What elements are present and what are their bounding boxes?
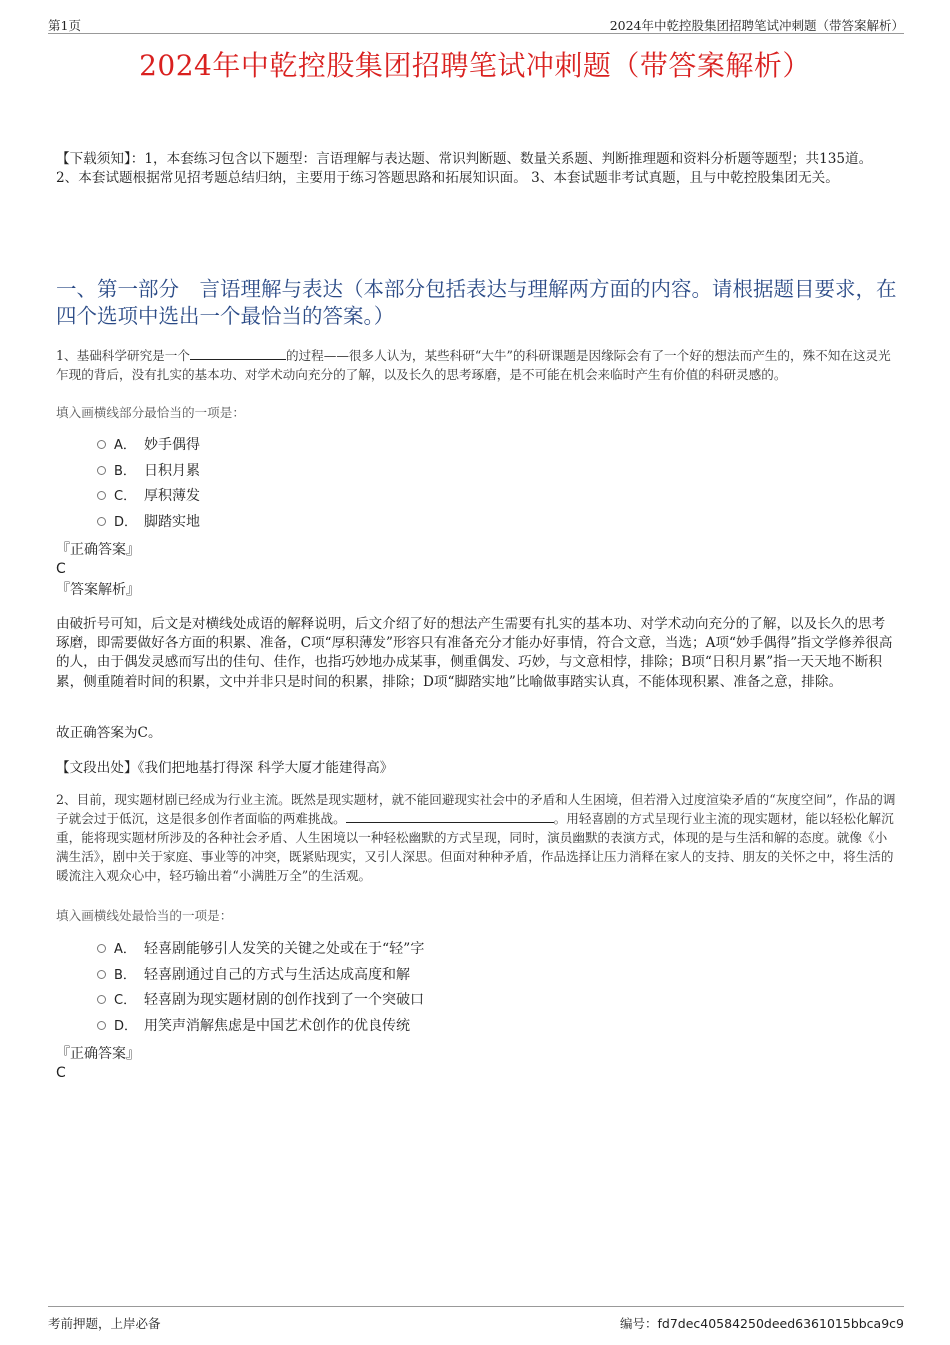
question-1-stem [56, 346, 898, 384]
question-1-analysis-label: 『答案解析』 [56, 582, 140, 598]
question-1-stem-after: 的过程——很多人认为，某些科研“大牛”的科研课题是因缘际会有了一个好的想法而产生的，殊不知在这灵光乍现的背后，没有扎实的基本功、对学术动向充分的了解，以及长久的思考琢磨，是不可能在机会来临时产生有价值的科研灵感的。 [56, 348, 891, 382]
option-text: 轻喜剧通过自己的方式与生活达成高度和解 [144, 966, 410, 983]
question-2-prompt: 填入画横线处最恰当的一项是： [56, 908, 233, 923]
section-heading: 一、第一部分 言语理解与表达（本部分包括表达与理解两方面的内容。请根据题目要求，在四个选项中选出一个最恰当的答案。） [56, 277, 897, 328]
option-letter: C． [114, 993, 137, 1008]
option-letter: A． [114, 438, 136, 453]
radio-icon[interactable] [97, 995, 106, 1004]
option-letter: A． [114, 942, 136, 957]
option-text: 用笑声消解焦虑是中国艺术创作的优良传统 [144, 1017, 410, 1034]
question-1-answer: C [56, 561, 66, 577]
page-header [48, 14, 904, 34]
page-footer [48, 1306, 904, 1331]
question-1-option-c[interactable] [56, 485, 898, 511]
question-1-option-d[interactable] [56, 511, 898, 537]
option-letter: B． [114, 967, 136, 983]
question-1-answer-label: 『正确答案』 [56, 542, 140, 558]
question-2-option-b[interactable] [56, 964, 898, 990]
question-2-answer: C [56, 1065, 66, 1081]
option-letter: B． [114, 463, 136, 479]
question-2-answer-label: 『正确答案』 [56, 1046, 140, 1062]
page-number: 第1页 [48, 18, 81, 33]
radio-icon[interactable] [97, 970, 106, 979]
radio-icon[interactable] [97, 1021, 106, 1030]
footer-code-label: 编号： [619, 1316, 658, 1331]
question-1-blank [190, 347, 286, 360]
option-letter: C． [114, 489, 137, 504]
download-notice: 【下载须知】：1，本套练习包含以下题型：言语理解与表达题、常识判断题、数量关系题、判断推理题和资料分析题等题型；共135道。 2、本套试题根据常见招考题总结归纳，主要用于练习答题思路和拓展知识面。 3、本套试题非考试真题，且与中乾控股集团无关。 [56, 151, 873, 186]
footer-code [620, 1314, 904, 1332]
question-2-stem-after: 。用轻喜剧的方式呈现行业主流的现实题材，能以轻松化解沉重，能将现实题材所涉及的各种社会矛盾、人生困境以一种轻松幽默的方式呈现，同时，演员幽默的表演方式，体现的是与生活和解的态度。就像《小满生活》，剧中关于家庭、事业等的冲突，既紧贴现实，又引人深思。但面对种种矛盾，作品选择让压力消释在家人的支持、朋友的关怀之中，将生活的暖流注入观众心中，轻巧输出着“小满胜万全”的生活观。 [56, 811, 894, 883]
question-2-option-a[interactable] [56, 938, 898, 964]
question-1-conclusion: 故正确答案为C。 [56, 725, 162, 741]
option-text: 日积月累 [144, 462, 200, 479]
option-text: 轻喜剧为现实题材剧的创作找到了一个突破口 [144, 992, 424, 1008]
radio-icon[interactable] [97, 466, 106, 475]
question-1-analysis: 由破折号可知，后文是对横线处成语的解释说明，后文介绍了好的想法产生需要有扎实的基本功、对学术动向充分的了解，以及长久的思考琢磨，即需要做好各方面的积累、准备，C项“厚积薄发”形容只有准备充分才能办好事情，符合文意，当选；A项“妙手偶得”指文学修养很高的人，由于偶发灵感而写出的佳句、佳作，也指巧妙地办成某事，侧重偶发、巧妙，与文意相悖，排除；B项“日积月累”指一天天地不断积累，侧重随着时间的积累，文中并非只是时间的积累，排除；D项“脚踏实地”比喻做事踏实认真，不能体现积累、准备之意，排除。 [56, 616, 893, 690]
option-text: 妙手偶得 [144, 437, 200, 453]
question-1-options [56, 434, 898, 536]
question-1-stem-before: 1、基础科学研究是一个 [56, 348, 190, 363]
question-1-option-a[interactable] [56, 434, 898, 460]
document-title: 2024年中乾控股集团招聘笔试冲刺题（带答案解析） [139, 49, 811, 82]
question-1-option-b[interactable] [56, 460, 898, 486]
question-2-blank [346, 810, 554, 823]
radio-icon[interactable] [97, 517, 106, 526]
option-letter: D． [114, 514, 138, 530]
option-text: 轻喜剧能够引人发笑的关键之处或在于“轻”字 [144, 941, 425, 957]
footer-code-value: fd7dec40584250deed6361015bbca9c9 [657, 1316, 904, 1331]
question-1-source: 【文段出处】《我们把地基打得深 科学大厦才能建得高》 [56, 760, 394, 776]
radio-icon[interactable] [97, 944, 106, 953]
radio-icon[interactable] [97, 440, 106, 449]
question-2-option-d[interactable] [56, 1015, 898, 1041]
option-letter: D． [114, 1018, 138, 1034]
question-2-stem [56, 790, 898, 885]
radio-icon[interactable] [97, 491, 106, 500]
option-text: 脚踏实地 [144, 513, 200, 530]
question-1-prompt: 填入画横线部分最恰当的一项是： [56, 405, 245, 420]
footer-slogan: 考前押题，上岸必备 [48, 1316, 161, 1331]
header-doc-title: 2024年中乾控股集团招聘笔试冲刺题（带答案解析） [609, 18, 904, 33]
question-2-stem-before: 2、目前，现实题材剧已经成为行业主流。既然是现实题材，就不能回避现实社会中的矛盾和人生困境，但若滑入过度渲染矛盾的“灰度空间”，作品的调子就会过于低沉，这是很多创作者面临的两难挑战。 [56, 792, 896, 826]
question-2-option-c[interactable] [56, 989, 898, 1015]
option-text: 厚积薄发 [144, 488, 200, 504]
question-2-options [56, 938, 898, 1040]
